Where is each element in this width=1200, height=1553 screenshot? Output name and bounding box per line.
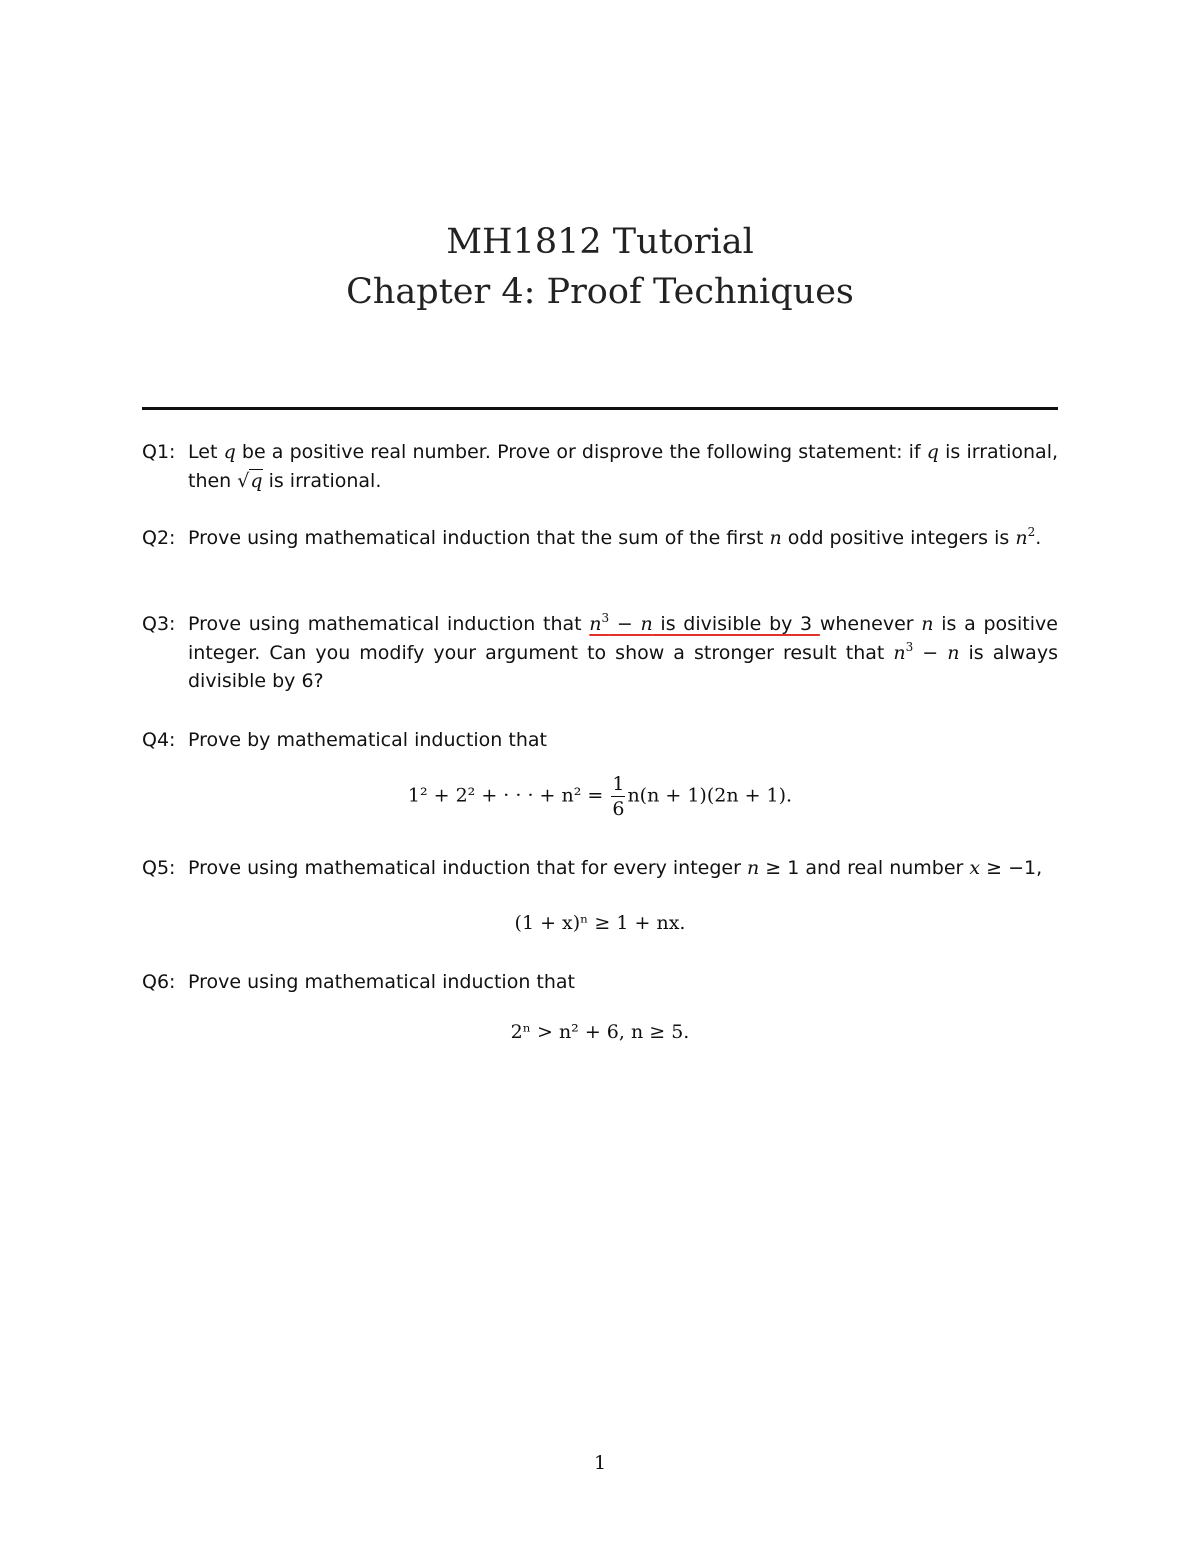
question-label: Q3: [142,613,176,635]
question-text: Let q be a positive real number. Prove or disprove the following statement: if q is irrational, then √q is irrational. [188,441,1059,492]
question-1 [142,438,1058,495]
question-label: Q1: [142,441,176,463]
document-subtitle: Chapter 4: Proof Techniques [346,272,854,312]
question-text: Prove by mathematical induction that [188,729,547,751]
question-label: Q2: [142,527,176,549]
question-3 [142,610,1058,696]
question-text: Prove using mathematical induction that for every integer n ≥ 1 and real number x ≥ −1, [188,857,1043,879]
question-5 [142,854,1058,883]
document-title: MH1812 Tutorial [446,222,754,262]
question-4 [142,726,1058,755]
question-label: Q6: [142,971,176,993]
equation-q6: 2ⁿ > n² + 6, n ≥ 5. [510,1021,690,1043]
question-label: Q4: [142,729,176,751]
question-6 [142,968,1058,997]
question-text: Prove using mathematical induction that [188,971,575,993]
question-text: Prove using mathematical induction that the sum of the first n odd positive integers is $n^2$. [188,525,1042,549]
equation-q5: (1 + x)ⁿ ≥ 1 + nx. [514,912,686,934]
red-underline-annotation: $n^3 - n$ is divisible by 3 [589,611,820,635]
question-2 [142,524,1058,553]
question-label: Q5: [142,857,176,879]
question-text: Prove using mathematical induction that $n^3 - n$ is divisible by 3 whenever n is a positive integer. Can you modify your argument to show a stronger result that $n^3 - n$ is always divisible by 6? [188,611,1058,692]
page-number: 1 [593,1452,607,1474]
equation-q4: 1² + 2² + · · · + n² = $\frac{1}{6}$ n(n + 1)(2n + 1). [407,773,793,820]
horizontal-rule [142,407,1058,410]
